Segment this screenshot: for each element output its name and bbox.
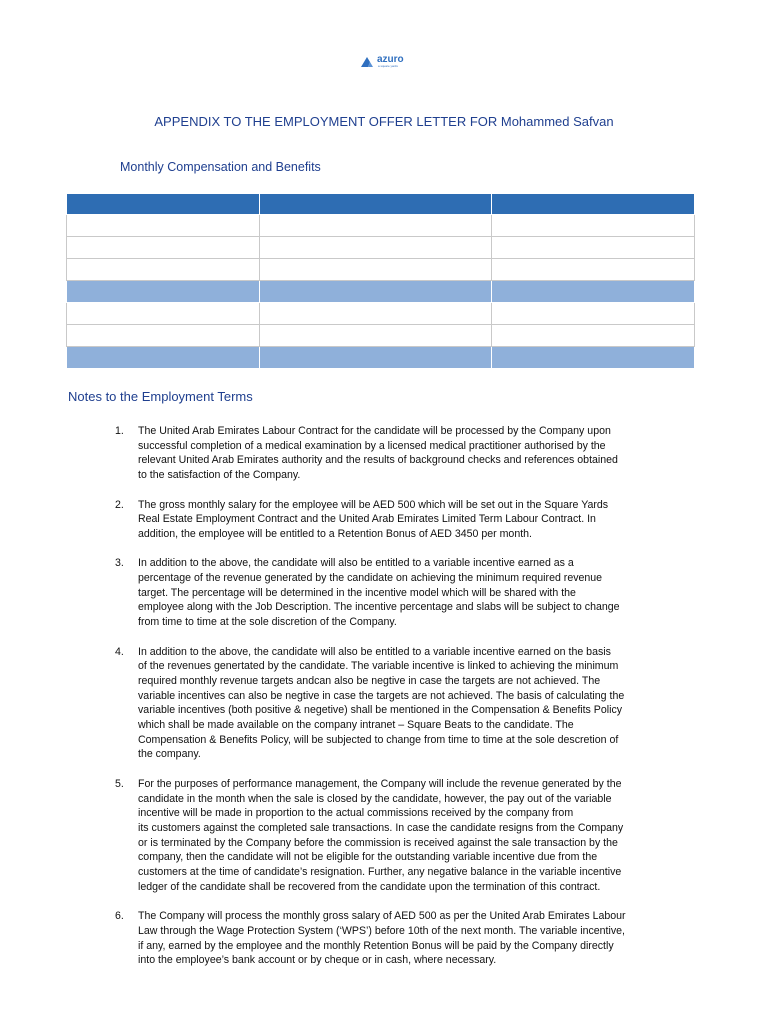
note-line: percentage of the revenue generated by the candidate on achieving the minimum required revenue <box>138 572 603 584</box>
note-number: 4. <box>115 645 124 658</box>
note-line: employee along with the Job Description. The incentive percentage and slabs will be subject to change <box>138 601 620 614</box>
table-cell <box>492 194 695 215</box>
note-line: variable incentives can also be negtive in case the targets are not achieved. The basis of calculating the <box>138 689 625 702</box>
table-cell <box>492 281 695 303</box>
note-item <box>115 909 690 968</box>
compensation-table <box>66 193 695 369</box>
note-line: company, then the candidate will not be eligible for the outstanding variable incentive due from the <box>138 851 598 864</box>
table-cell <box>260 194 492 215</box>
note-line: Law through the Wage Protection System (‘WPS’) before 10th of the next month. The variable incentive, <box>138 924 625 937</box>
note-line: from time to time at the sole discretion of the Company. <box>138 616 397 629</box>
note-line: if any, earned by the employee and the monthly Retention Bonus will be paid by the Company directly <box>138 939 614 952</box>
table-cell <box>492 215 695 237</box>
note-line: target. The percentage will be determined in the incentive model which will be shared with the <box>138 586 576 599</box>
note-line: candidate in the month when the sale is closed by the candidate, however, the pay out of the variable <box>138 792 612 805</box>
note-line: its customers against the completed sale transactions. In case the candidate resigns from the Company <box>138 821 624 834</box>
table-cell <box>67 325 260 347</box>
table-cell <box>67 237 260 259</box>
table-cell <box>492 303 695 325</box>
table-row <box>67 347 695 369</box>
note-line: Compensation & Benefits Policy, will be subjected to change from time to time at the sole descretion of <box>138 733 619 746</box>
notes-list <box>115 424 690 983</box>
table-cell <box>492 237 695 259</box>
logo-text: azuro <box>377 54 404 65</box>
table-row <box>67 237 695 259</box>
table-cell <box>260 281 492 303</box>
note-number: 3. <box>115 557 124 570</box>
table-cell <box>67 281 260 303</box>
note-line: of the revenues genertated by the candidate. The variable incentive is linked to achieving the minimum <box>138 660 619 673</box>
note-line: The Company will process the monthly gross salary of AED 500 as per the United Arab Emirates Labour <box>138 910 626 923</box>
note-line: the company. <box>138 748 201 761</box>
note-number: 5. <box>115 777 124 790</box>
note-line: In addition to the above, the candidate will also be entitled to a variable incentive earned as a <box>138 557 574 570</box>
table-row <box>67 303 695 325</box>
note-line: customers at the time of candidate’s resignation. Further, any negative balance in the variable incentive <box>138 866 622 879</box>
table-cell <box>260 259 492 281</box>
notes-heading: Notes to the Employment Terms <box>68 389 253 404</box>
table-header-row <box>67 194 695 215</box>
note-line: required monthly revenue targets andcan also be negtive in case the targets are not achieved. The <box>138 674 601 687</box>
company-logo <box>361 54 413 70</box>
table-cell <box>67 215 260 237</box>
note-line: or is terminated by the Company before the commission is received against the sale transaction by the <box>138 836 618 849</box>
logo-mark-icon <box>361 57 375 67</box>
note-line: ledger of the candidate shall be recovered from the candidate upon the termination of this contract. <box>138 880 601 893</box>
note-item <box>115 556 690 630</box>
document-title: APPENDIX TO THE EMPLOYMENT OFFER LETTER FOR Mohammed Safvan <box>154 114 614 129</box>
table-cell <box>260 237 492 259</box>
table-cell <box>67 259 260 281</box>
note-line: variable incentives (both positive & negetive) shall be mentioned in the Compensation & Benefits Policy <box>138 704 623 717</box>
note-line: into the employee’s bank account or by cheque or in cash, where necessary. <box>138 954 497 967</box>
note-line: successful completion of a medical examination by a licensed medical practitioner authorised by the <box>138 439 606 452</box>
table-cell <box>67 347 260 369</box>
table-cell <box>492 259 695 281</box>
note-line: addition, the employee will be entitled to a Retention Bonus of AED 3450 per month. <box>138 527 532 540</box>
note-line: The United Arab Emirates Labour Contract for the candidate will be processed by the Company upon <box>138 425 611 437</box>
table-cell <box>492 347 695 369</box>
note-line: to the satisfaction of the Company. <box>138 469 301 482</box>
table-row <box>67 325 695 347</box>
table-cell <box>67 303 260 325</box>
note-number: 6. <box>115 910 124 923</box>
note-item <box>115 498 690 542</box>
table-cell <box>492 325 695 347</box>
table-row <box>67 259 695 281</box>
note-number: 2. <box>115 498 124 511</box>
table-cell <box>260 303 492 325</box>
note-item <box>115 424 690 483</box>
note-item <box>115 777 690 895</box>
note-line: The gross monthly salary for the employee will be AED 500 which will be set out in the Square Yards <box>138 498 609 511</box>
note-line: Real Estate Employment Contract and the United Arab Emirates Limited Term Labour Contract. In <box>138 513 596 526</box>
table-cell <box>67 194 260 215</box>
note-number: 1. <box>115 425 124 437</box>
note-line: relevant United Arab Emirates authority and the results of background checks and references obtained <box>138 454 618 467</box>
table-row <box>67 281 695 303</box>
note-item <box>115 645 690 763</box>
table-row <box>67 215 695 237</box>
section-subtitle: Monthly Compensation and Benefits <box>120 160 321 174</box>
logo-subtext: a square yards <box>378 64 398 68</box>
note-line: In addition to the above, the candidate will also be entitled to a variable incentive earned on the basis <box>138 645 611 658</box>
note-line: which shall be made available on the company intranet – Square Beats to the candidate. The <box>138 719 574 732</box>
table-cell <box>260 215 492 237</box>
table-cell <box>260 347 492 369</box>
note-line: For the purposes of performance management, the Company will include the revenue generated by the <box>138 777 622 790</box>
note-line: incentive will be made in proportion to the actual commissions received by the company from <box>138 807 574 820</box>
table-cell <box>260 325 492 347</box>
